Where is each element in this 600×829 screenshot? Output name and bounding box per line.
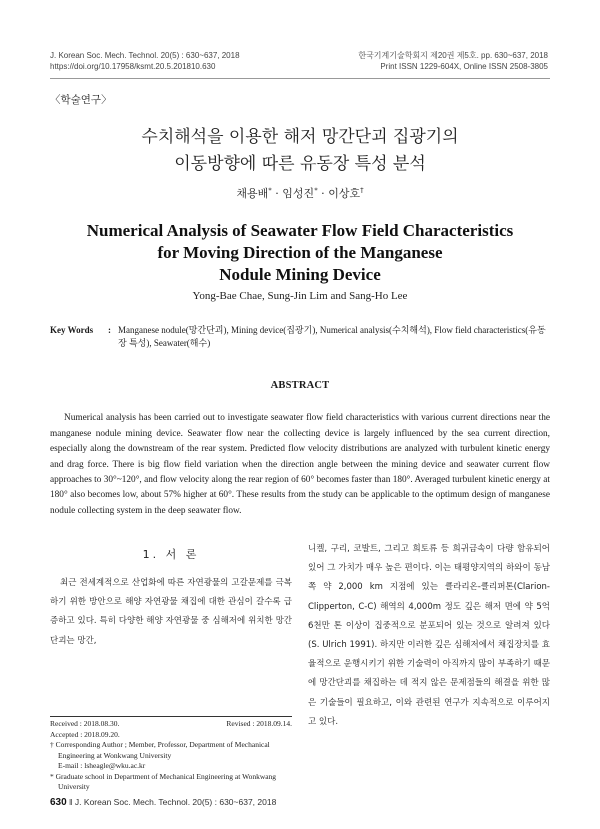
title-english-line3: Nodule Mining Device (219, 265, 381, 284)
right-column (308, 540, 550, 732)
title-english (0, 220, 600, 286)
author-name: 임성진 (282, 187, 315, 200)
author-separator: · (271, 187, 283, 200)
authors-korean (0, 185, 600, 201)
running-header-right (358, 50, 548, 72)
abstract-heading: ABSTRACT (270, 380, 330, 391)
author-name: 이상호 (328, 187, 361, 200)
corresponding-author-note: † Corresponding Author ; Member, Professor, Department of Mechanical Engineering at Wonkwang University (50, 740, 270, 760)
section-title: 1. 서 론 (142, 548, 200, 561)
footnote-dates (50, 719, 292, 730)
footer-separator: ‖ (66, 797, 75, 807)
issn-line: Print ISSN 1229-604X, Online ISSN 2508-3805 (380, 62, 548, 71)
email-note: E-mail : lsheagle@wku.ac.kr (58, 761, 146, 770)
affiliation-mark: * (268, 186, 272, 195)
footnotes (50, 719, 292, 793)
keywords-text: Manganese nodule(망간단괴), Mining device(집광기), Numerical analysis(수치해석), Flow field characteristics(유동장 특성), Seawater(해수) (118, 325, 546, 348)
revised-date: Revised : 2018.09.14. (226, 719, 292, 728)
accepted-date: Accepted : 2018.09.20. (50, 729, 120, 739)
title-korean (0, 124, 600, 178)
body-paragraph: 최근 전세계적으로 산업화에 따른 자연광물의 고갈문제를 극복하기 위한 방안으로 해양 자연광물 채집에 대한 관심이 갈수록 급증하고 있다. 특히 다양한 해양 자연광물 중 심해저에 위치한 망간단괴는 망간, (50, 578, 292, 646)
corresponding-mark: † (360, 186, 364, 195)
body-paragraph: 니켈, 구리, 코발트, 그리고 희토류 등 희귀금속이 다량 함유되어 있어 그 가치가 매우 높은 편이다. 이는 태평양지역의 하와이 동남쪽 약 2,000 km 지점에 있는 클라리온-클리퍼톤(Clarion-Clipperton, C-C) 해역의 4,000m 정도 깊은 해저 면에 약 5억 6천만 톤 이상이 집중적으로 분포되어 있는 것으로 알려져 있다(S. Ulrich 1991). 하지만 이러한 깊은 심해저에서 채집장치를 효율적으로 운행시키기 위한 기술력이 아직까지 많이 부족하기 때문에 망간단괴를 채집하는 데 적지 않은 문제점들의 해결을 위한 많은 기술들이 필요하고, 이와 관련된 연구가 지속적으로 이루어지고 있다. (308, 544, 550, 727)
left-column (50, 540, 292, 651)
abstract-text: Numerical analysis has been carried out to investigate seawater flow field characteristics with various current directions near the manganese nodule mining device. Seawater flow near the collecting device is largely influenced by the sea current direction, especially along the downstream of the rear system. Predicted flow velocity distributions are analyzed with turbulent kinetic energy and drag force. There is big flow field variation when the direction angle between the mining device and seawater current flow approaches to 30°~120°, and flow velocity along the rear region of 60° becomes faster than 180°. Averaged turbulent kinetic energy at 180° also becomes low, about 57% higher at 60°. These results from the study can be applicable to the optimum design of manganese nodule collecting system in the deep seawater flow. (50, 413, 550, 516)
keywords-block (50, 324, 550, 350)
keywords-colon: : (108, 325, 111, 335)
title-korean-line1: 수치해석을 이용한 해저 망간단괴 집광기의 (141, 127, 459, 147)
graduate-note: * Graduate school in Department of Mechanical Engineering at Wonkwang University (50, 771, 277, 791)
authors-english: Yong-Bae Chae, Sung-Jin Lim and Sang-Ho Lee (192, 290, 408, 302)
header-divider (50, 78, 550, 79)
title-english-line2: for Moving Direction of the Manganese (157, 243, 443, 262)
title-korean-line2: 이동방향에 따른 유동장 특성 분석 (174, 154, 426, 174)
doi-link[interactable]: https://doi.org/10.17958/ksmt.20.5.201810.630 (50, 62, 216, 71)
journal-citation-ko: 한국기계기술학회지 제20권 제5호. pp. 630~637, 2018 (358, 51, 548, 60)
page-footer (50, 797, 276, 808)
footer-journal: J. Korean Soc. Mech. Technol. 20(5) : 630~637, 2018 (74, 797, 277, 807)
keywords-label: Key Words (50, 325, 94, 335)
page-number: 630 (50, 797, 67, 808)
article-category: 〈학술연구〉 (50, 94, 112, 106)
author-separator: · (317, 187, 329, 200)
title-english-line1: Numerical Analysis of Seawater Flow Field Characteristics (86, 221, 514, 240)
affiliation-mark: * (314, 186, 318, 195)
running-header-left (50, 50, 240, 72)
footnote-divider (50, 716, 292, 717)
author-name: 채용배 (236, 187, 269, 200)
received-date: Received : 2018.08.30. (50, 719, 120, 728)
journal-citation: J. Korean Soc. Mech. Technol. 20(5) : 630~637, 2018 (50, 51, 240, 60)
